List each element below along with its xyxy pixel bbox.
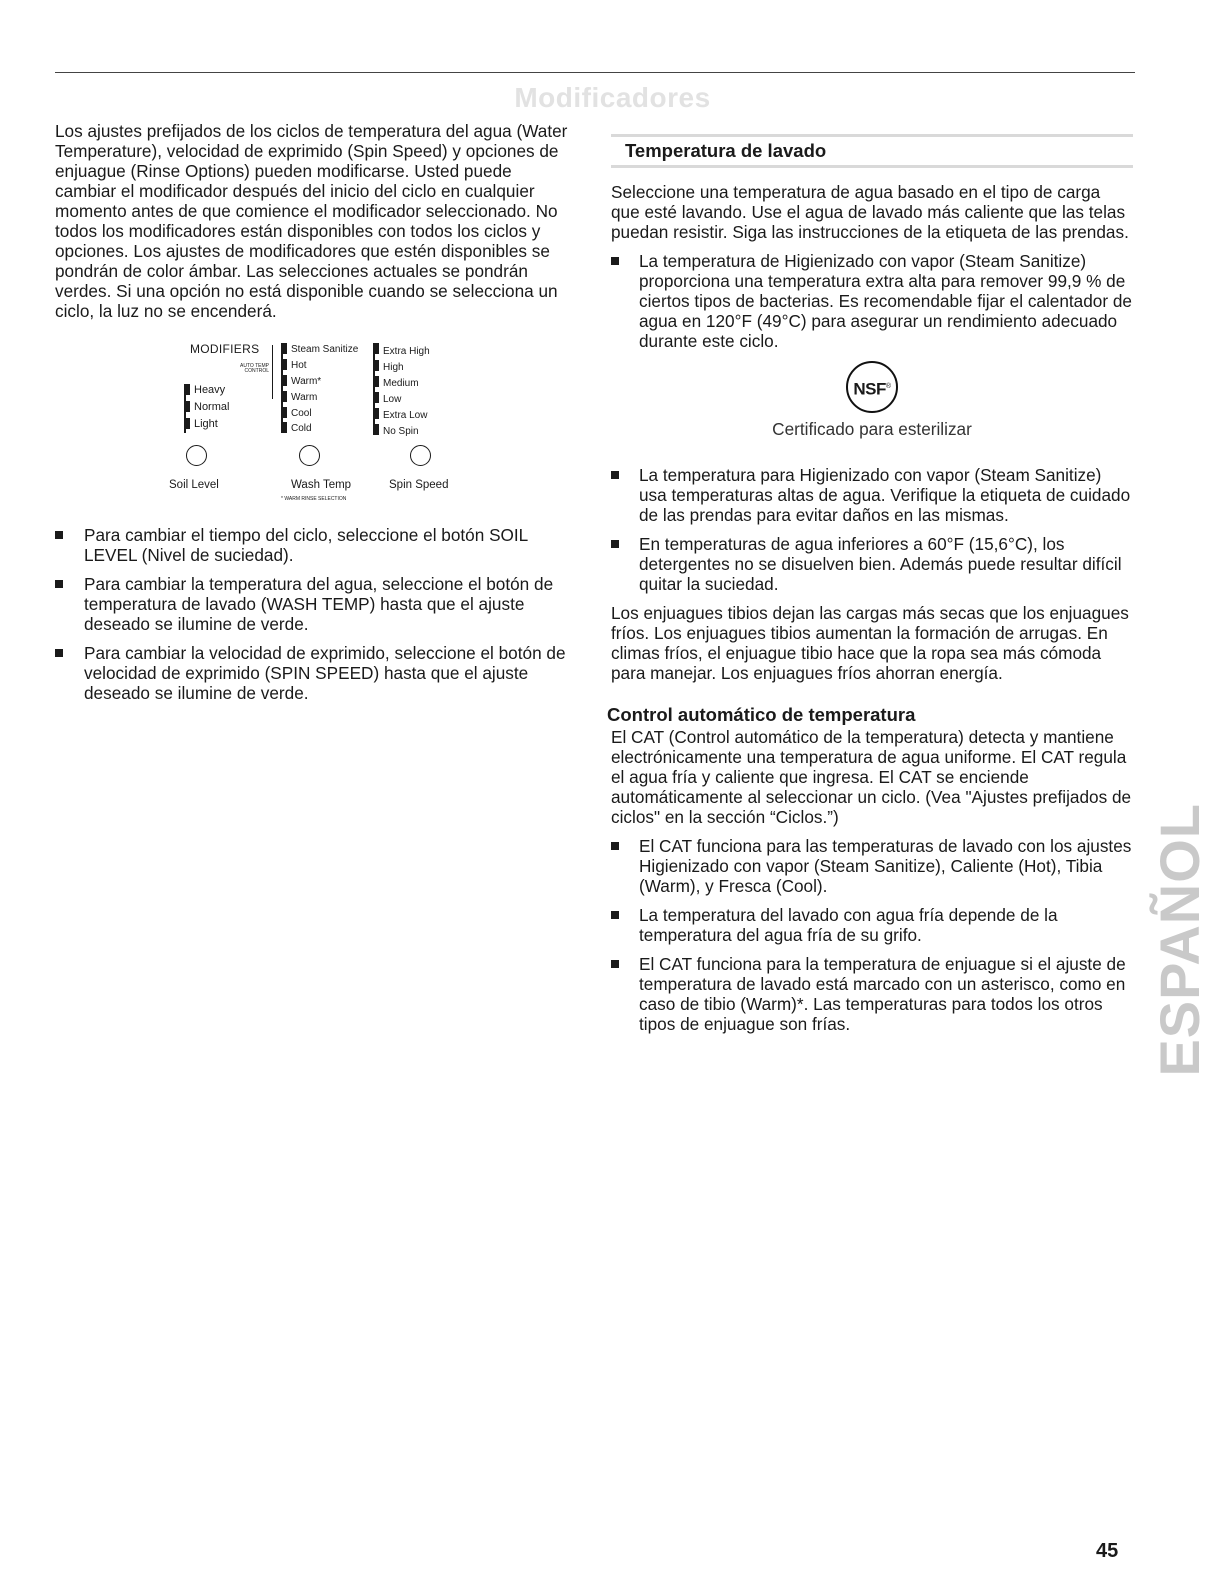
spin-speed-button[interactable]	[410, 445, 431, 466]
wash-indicator-warm	[281, 391, 287, 402]
wash-temperature-heading: Temperatura de lavado	[611, 134, 1133, 168]
page-title: Modificadores	[514, 82, 711, 113]
soil-indicator-normal	[184, 401, 190, 412]
spin-label-high: High	[383, 362, 404, 373]
spin-label-extra-high: Extra High	[383, 346, 430, 357]
nsf-certification-logo: NSF®	[846, 361, 898, 413]
spin-indicator-low	[373, 392, 379, 403]
left-bullet-list	[55, 525, 575, 703]
list-item: Para cambiar la velocidad de exprimido, seleccione el botón de velocidad de exprimido (SPIN SPEED) hasta que el ajuste deseado se ilumine de verde.	[55, 643, 575, 703]
wash-label-steam-sanitize: Steam Sanitize	[291, 344, 359, 355]
cat-paragraph: El CAT (Control automático de la temperatura) detecta y mantiene electrónicamente una temperatura de agua uniforme. El CAT regula el agua fría y caliente que ingresa. El CAT se enciende automáticamente al seleccionar un ciclo. (Vea "Ajustes prefijados de ciclos" en la sección “Ciclos.”)	[611, 727, 1132, 827]
nsf-logo-wrap	[611, 361, 1133, 413]
list-item: El CAT funciona para la temperatura de enjuague si el ajuste de temperatura de lavado está marcado con un asterisco, como en caso de tibio (Warm)*. Las temperaturas para todos los otros tipos de enjuague son frías.	[611, 954, 1133, 1034]
spin-speed-caption: Spin Speed	[389, 479, 449, 491]
cat-bullet-list	[611, 836, 1133, 1034]
page-number: 45	[1096, 1540, 1119, 1562]
spin-indicator-medium	[373, 376, 379, 387]
spin-speed-bar	[373, 343, 375, 435]
list-item: El CAT funciona para las temperaturas de lavado con los ajustes Higienizado con vapor (Steam Sanitize), Caliente (Hot), Tibia (Warm), y Fresca (Cool).	[611, 836, 1133, 896]
soil-level-caption: Soil Level	[169, 479, 219, 491]
wash-indicator-hot	[281, 359, 287, 370]
soil-indicator-light	[184, 418, 190, 429]
spin-indicator-extra-high	[373, 343, 379, 354]
list-item: En temperaturas de agua inferiores a 60°F (15,6°C), los detergentes no se disuelven bien. Además puede resultar difícil quitar la suciedad.	[611, 534, 1133, 594]
intro-paragraph: Los ajustes prefijados de los ciclos de temperatura del agua (Water Temperature), velocidad de exprimido (Spin Speed) y opciones de enjuague (Rinse Options) pueden modificarse. Usted puede cambiar el modificador después del inicio del ciclo en cualquier momento antes de que comience el modificador seleccionado. No todos los modificadores están disponibles con todos los ciclos y opciones. Los ajustes de modificadores que estén disponibles se pondrán de color ámbar. Las selecciones actuales se pondrán verdes. Si una opción no está disponible cuando se selecciona un ciclo, la luz no se encenderá.	[55, 121, 568, 321]
wash-label-warm-rinse: Warm*	[291, 376, 322, 387]
control-panel-diagram	[55, 343, 575, 515]
spin-indicator-extra-low	[373, 408, 379, 419]
wash-label-cold: Cold	[291, 423, 312, 434]
soil-level-button[interactable]	[186, 445, 207, 466]
spin-label-no-spin: No Spin	[383, 426, 419, 437]
auto-temp-control-label: AUTO TEMP CONTROL	[240, 363, 269, 374]
wash-label-warm: Warm	[291, 392, 318, 403]
auto-temp-bracket	[272, 345, 273, 399]
temperature-notes-bullet-list	[611, 465, 1133, 594]
spin-indicator-no-spin	[373, 424, 379, 435]
soil-label-light: Light	[194, 418, 218, 430]
left-column	[55, 121, 575, 712]
soil-label-heavy: Heavy	[194, 384, 226, 396]
soil-label-normal: Normal	[194, 401, 230, 413]
warm-rinse-note: * WARM RINSE SELECTION	[281, 496, 347, 502]
right-column	[607, 127, 1133, 1043]
modifiers-header: MODIFIERS	[190, 342, 260, 356]
list-item: La temperatura para Higienizado con vapor (Steam Sanitize) usa temperaturas altas de agua. Verifique la etiqueta de cuidado de las prendas para evitar daños en las mismas.	[611, 465, 1133, 525]
wash-label-hot: Hot	[291, 360, 307, 371]
spin-indicator-high	[373, 360, 379, 371]
wash-temp-bar	[281, 343, 283, 433]
steam-sanitize-bullet-list	[611, 251, 1133, 351]
top-rule	[55, 72, 1135, 73]
cat-heading: Control automático de temperatura	[607, 704, 916, 725]
wash-label-cool: Cool	[291, 408, 312, 419]
list-item: Para cambiar la temperatura del agua, seleccione el botón de temperatura de lavado (WASH TEMP) hasta que el ajuste deseado se ilumine de verde.	[55, 574, 575, 634]
wash-temperature-intro: Seleccione una temperatura de agua basado en el tipo de carga que esté lavando. Use el agua de lavado más caliente que las telas puedan resistir. Siga las instrucciones de la etiqueta de las prendas.	[611, 182, 1129, 242]
wash-indicator-cold	[281, 422, 287, 433]
list-item: La temperatura del lavado con agua fría depende de la temperatura del agua fría de su grifo.	[611, 905, 1133, 945]
language-side-tab-label: ESPAÑOL	[1147, 803, 1211, 1077]
language-side-tab	[1147, 803, 1211, 1077]
list-item: La temperatura de Higienizado con vapor (Steam Sanitize) proporciona una temperatura extra alta para remover 99,9 % de ciertos tipos de bacterias. Es recomendable fijar el calentador de agua en 120°F (49°C) para asegurar un rendimiento adecuado durante este ciclo.	[611, 251, 1133, 351]
wash-temp-caption: Wash Temp	[291, 479, 352, 491]
spin-label-extra-low: Extra Low	[383, 410, 428, 421]
spin-label-medium: Medium	[383, 378, 419, 389]
soil-indicator-heavy	[184, 384, 190, 395]
wash-temp-button[interactable]	[299, 445, 320, 466]
wash-indicator-warm-rinse	[281, 375, 287, 386]
rinse-paragraph: Los enjuagues tibios dejan las cargas más secas que los enjuagues fríos. Los enjuagues tibios aumentan la formación de arrugas. En climas fríos, el enjuague tibio hace que la ropa sea más cómoda para manejar. Los enjuagues fríos ahorran energía.	[611, 603, 1129, 683]
wash-indicator-cool	[281, 407, 287, 418]
spin-label-low: Low	[383, 394, 402, 405]
nsf-caption: Certificado para esterilizar	[772, 419, 972, 439]
wash-indicator-steam-sanitize	[281, 343, 287, 354]
list-item: Para cambiar el tiempo del ciclo, seleccione el botón SOIL LEVEL (Nivel de suciedad).	[55, 525, 575, 565]
